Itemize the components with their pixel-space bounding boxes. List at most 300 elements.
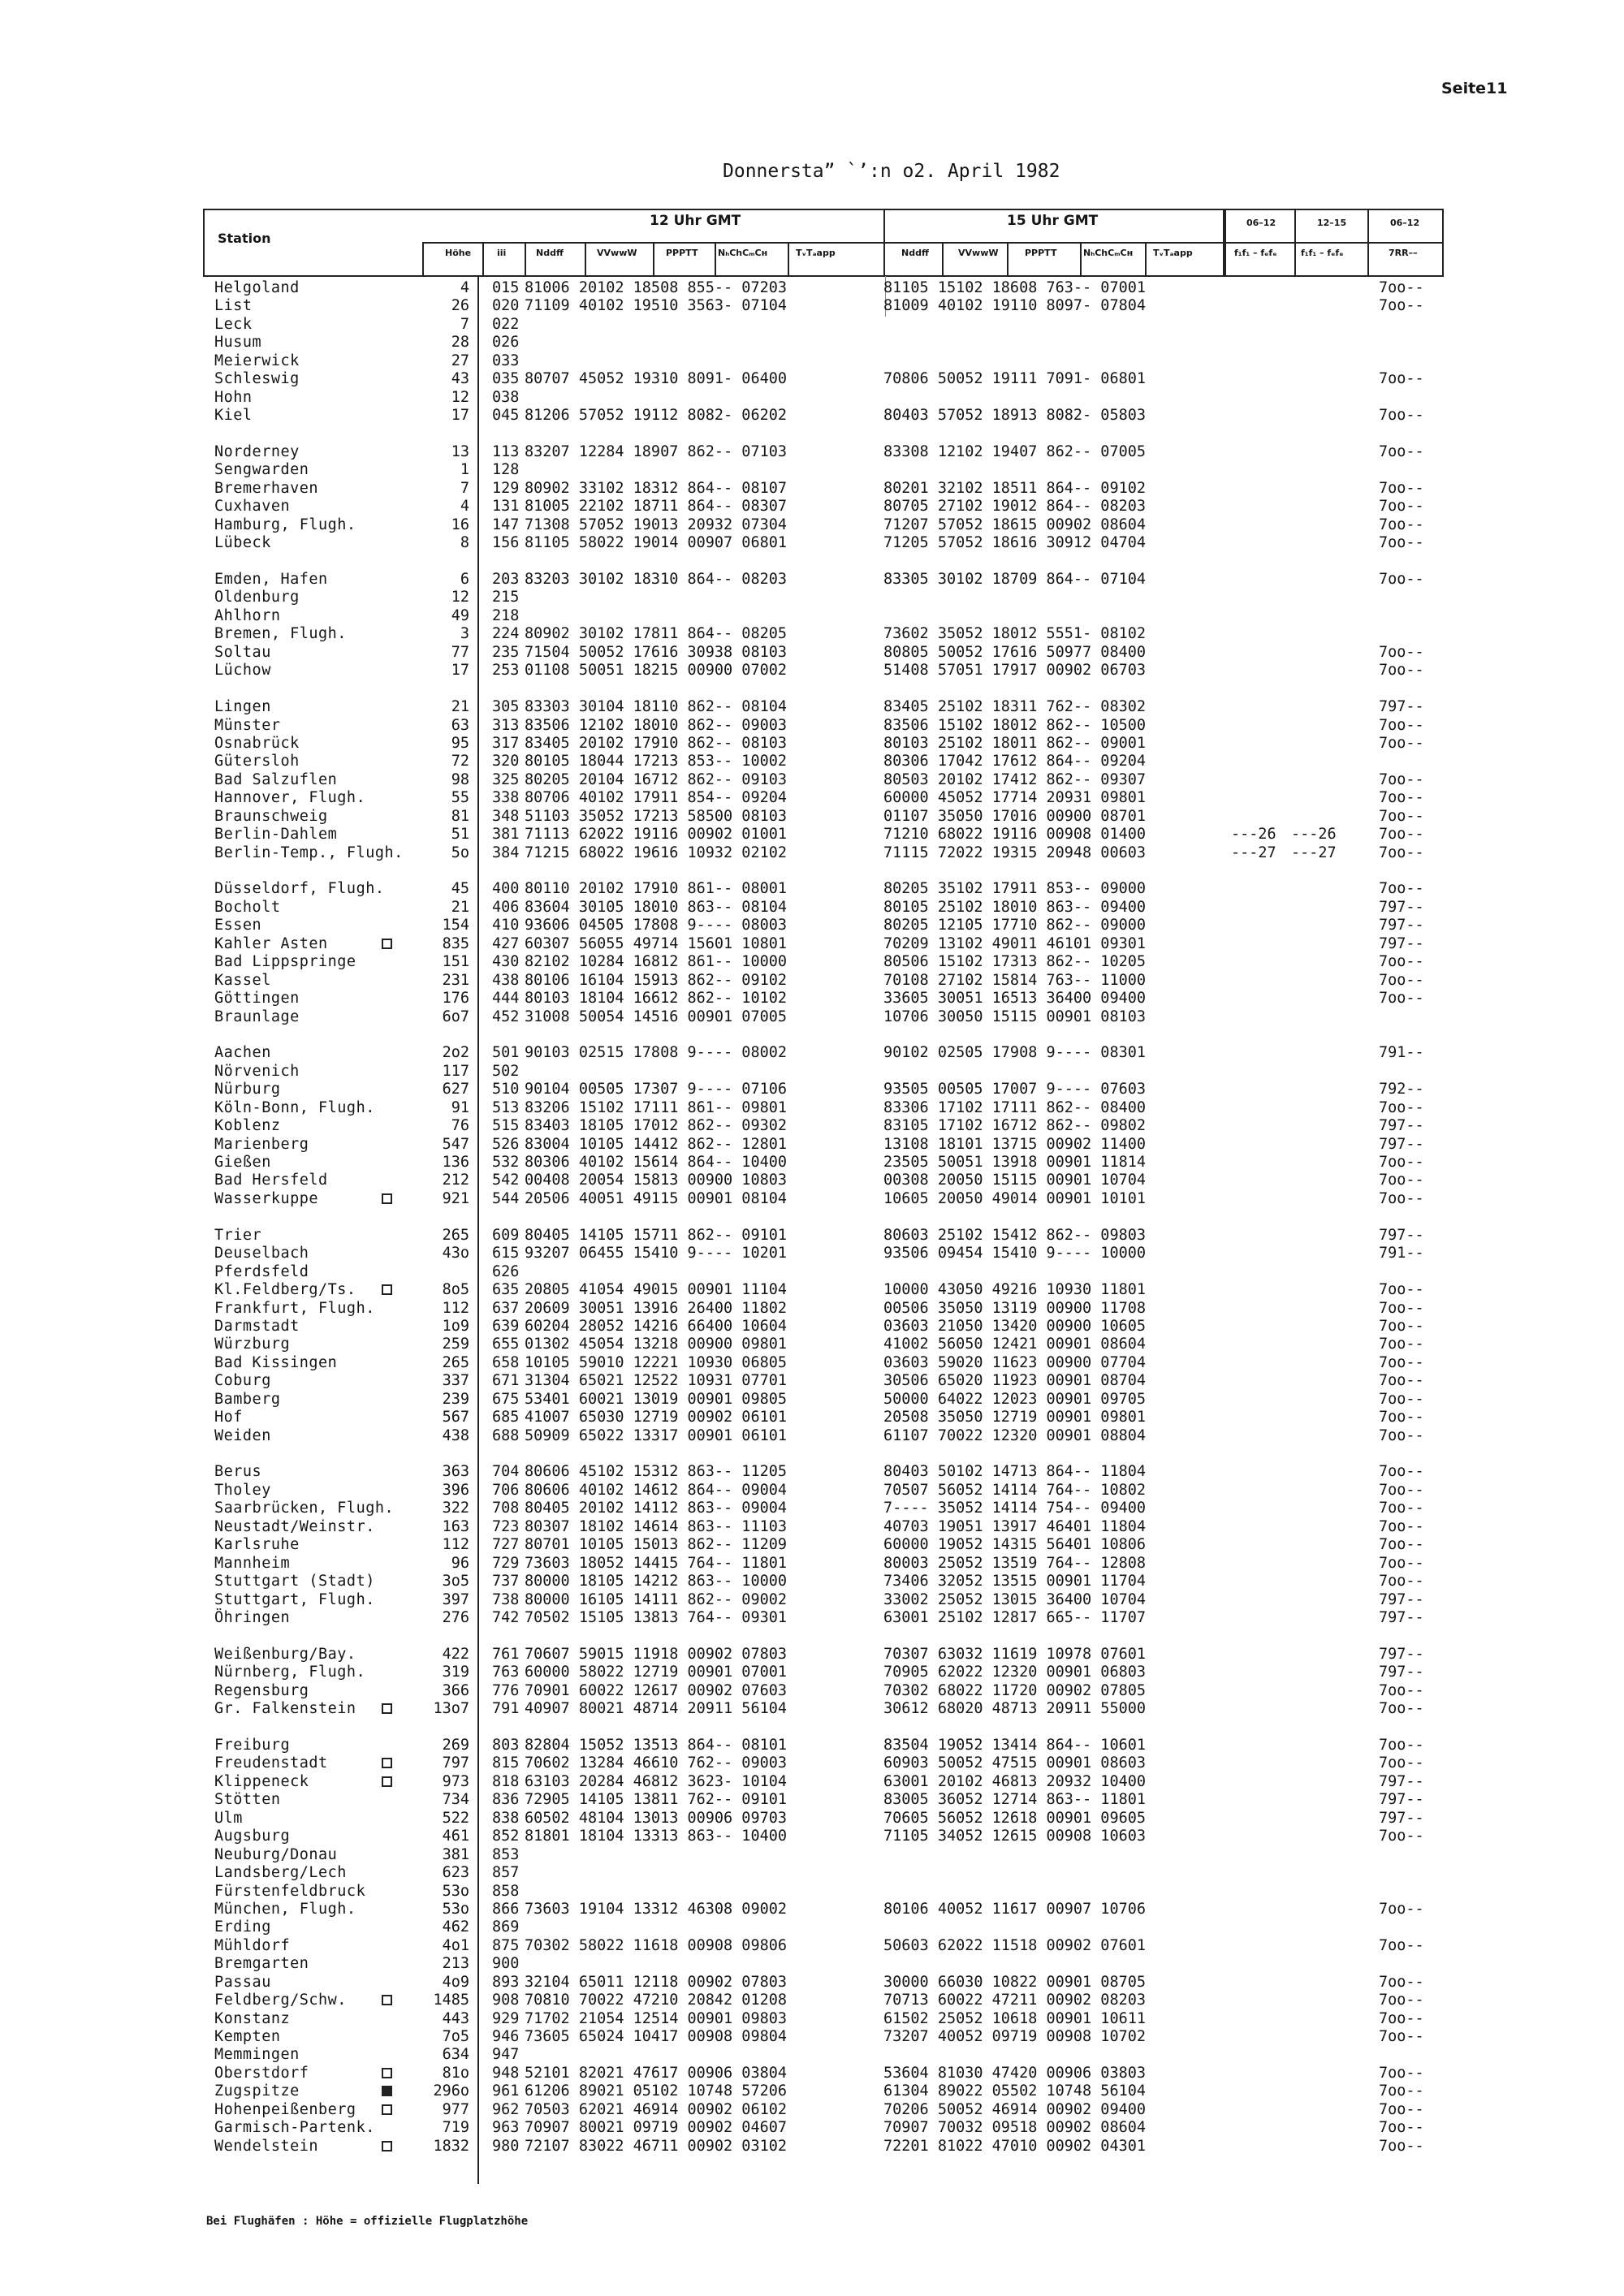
obs-15utc: 61107 70022 12320 00901 08804 bbox=[883, 1426, 1147, 1444]
station-name: Bremerhaven bbox=[214, 479, 319, 497]
extra-rr: 7oo-- bbox=[1379, 2082, 1424, 2100]
station-index: 893 bbox=[492, 1973, 520, 1991]
obs-12utc: 50909 65022 13317 00901 06101 bbox=[525, 1426, 788, 1444]
obs-12utc: 70502 15105 13813 764-- 09301 bbox=[525, 1608, 788, 1626]
station-height: 265 bbox=[442, 1353, 469, 1371]
station-height: 176 bbox=[442, 990, 469, 1008]
table-row bbox=[0, 1227, 1624, 1245]
square-icon bbox=[382, 1193, 392, 1204]
col-header: Nddff bbox=[901, 248, 929, 258]
table-row bbox=[0, 2010, 1624, 2028]
station-name: Lüchow bbox=[214, 662, 271, 680]
table-row bbox=[0, 607, 1624, 625]
obs-12utc: 80405 14105 15711 862-- 09101 bbox=[525, 1226, 788, 1244]
station-height: 438 bbox=[442, 1426, 469, 1444]
station-height: 4o1 bbox=[442, 1936, 469, 1954]
station-index: 544 bbox=[492, 1189, 520, 1207]
extra-rr: 7oo-- bbox=[1379, 407, 1424, 425]
table-row bbox=[0, 1372, 1624, 1390]
station-height: 45 bbox=[451, 880, 469, 898]
station-table bbox=[0, 279, 1624, 2156]
table-row bbox=[0, 407, 1624, 425]
station-height: 28 bbox=[451, 334, 469, 352]
station-name: Weißenburg/Bay. bbox=[214, 1645, 356, 1663]
station-name: Deuselbach bbox=[214, 1245, 309, 1262]
obs-12utc: 70302 58022 11618 00908 09806 bbox=[525, 1936, 788, 1954]
table-row bbox=[0, 698, 1624, 716]
station-index: 128 bbox=[492, 461, 520, 479]
extra-rr: 797-- bbox=[1379, 1664, 1424, 1681]
station-index: 045 bbox=[492, 407, 520, 425]
table-row bbox=[0, 953, 1624, 971]
table-row bbox=[0, 1773, 1624, 1791]
extra-rr: 7oo-- bbox=[1379, 1463, 1424, 1481]
obs-12utc: 63103 20284 46812 3623- 10104 bbox=[525, 1772, 788, 1790]
obs-12utc: 83203 30102 18310 864-- 08203 bbox=[525, 571, 788, 588]
station-name: Kiel bbox=[214, 407, 253, 425]
obs-15utc: 50000 64022 12023 00901 09705 bbox=[883, 1390, 1147, 1408]
extra-rr: 7oo-- bbox=[1379, 643, 1424, 661]
station-height: 98 bbox=[451, 770, 469, 788]
extra-rr: 7oo-- bbox=[1379, 479, 1424, 497]
station-name: Bremgarten bbox=[214, 1955, 309, 1973]
obs-12utc: 70602 13284 46610 762-- 09003 bbox=[525, 1754, 788, 1772]
station-name: Berlin-Dahlem bbox=[214, 826, 338, 844]
extra-rr: 7oo-- bbox=[1379, 2119, 1424, 2137]
obs-15utc: 80201 32102 18511 864-- 09102 bbox=[883, 479, 1147, 497]
table-row bbox=[0, 1536, 1624, 1554]
extra-rr: 7oo-- bbox=[1379, 1317, 1424, 1335]
station-index: 776 bbox=[492, 1681, 520, 1699]
station-height: 16 bbox=[451, 516, 469, 533]
obs-12utc: 81006 20102 18508 855-- 07203 bbox=[525, 279, 788, 296]
extra-rr: 797-- bbox=[1379, 1117, 1424, 1135]
row-spacer bbox=[0, 1026, 1624, 1044]
table-row bbox=[0, 1555, 1624, 1573]
table-row bbox=[0, 589, 1624, 606]
table-row bbox=[0, 1664, 1624, 1681]
station-name: Frankfurt, Flugh. bbox=[214, 1299, 375, 1317]
table-row bbox=[0, 1190, 1624, 1208]
table-row bbox=[0, 571, 1624, 589]
station-height: 154 bbox=[442, 917, 469, 934]
station-index: 430 bbox=[492, 953, 520, 971]
station-index: 729 bbox=[492, 1554, 520, 1572]
extra-rr: 7oo-- bbox=[1379, 2064, 1424, 2082]
extra-rr: 7oo-- bbox=[1379, 1098, 1424, 1116]
obs-12utc: 73603 19104 13312 46308 09002 bbox=[525, 1900, 788, 1918]
station-index: 946 bbox=[492, 2028, 520, 2045]
station-height: 151 bbox=[442, 953, 469, 971]
obs-12utc: 01108 50051 18215 00900 07002 bbox=[525, 662, 788, 680]
station-name: Nürburg bbox=[214, 1081, 281, 1098]
table-row bbox=[0, 316, 1624, 334]
station-name: Marienberg bbox=[214, 1135, 309, 1153]
col-header: VVwwW bbox=[597, 248, 637, 258]
table-row bbox=[0, 279, 1624, 297]
station-index: 639 bbox=[492, 1317, 520, 1335]
obs-12utc: 20805 41054 49015 00901 11104 bbox=[525, 1281, 788, 1299]
obs-12utc: 81801 18104 13313 863-- 10400 bbox=[525, 1828, 788, 1845]
extra-rr: 7oo-- bbox=[1379, 1737, 1424, 1754]
station-index: 852 bbox=[492, 1828, 520, 1845]
table-row bbox=[0, 443, 1624, 461]
obs-15utc: 70713 60022 47211 00902 08203 bbox=[883, 1992, 1147, 2009]
station-name: Kassel bbox=[214, 971, 271, 989]
table-row bbox=[0, 1682, 1624, 1700]
extra-rr: 7oo-- bbox=[1379, 1573, 1424, 1590]
table-row bbox=[0, 1646, 1624, 1664]
station-height: 443 bbox=[442, 2009, 469, 2027]
station-name: Wasserkuppe bbox=[214, 1189, 319, 1207]
station-height: 76 bbox=[451, 1117, 469, 1135]
obs-15utc: 61502 25052 10618 00901 10611 bbox=[883, 2009, 1147, 2027]
col-header: PPPTT bbox=[1025, 248, 1057, 258]
extra-rr: 7oo-- bbox=[1379, 1700, 1424, 1718]
table-row bbox=[0, 1354, 1624, 1372]
table-row bbox=[0, 1573, 1624, 1590]
obs-15utc: 71210 68022 19116 00908 01400 bbox=[883, 826, 1147, 844]
station-height: 53o bbox=[442, 1882, 469, 1900]
station-index: 688 bbox=[492, 1426, 520, 1444]
station-index: 381 bbox=[492, 826, 520, 844]
table-row bbox=[0, 1864, 1624, 1882]
station-height: 7 bbox=[460, 479, 469, 497]
station-height: 3o5 bbox=[442, 1573, 469, 1590]
obs-12utc: 72905 14105 13811 762-- 09101 bbox=[525, 1791, 788, 1809]
obs-15utc: 73602 35052 18012 5551- 08102 bbox=[883, 625, 1147, 643]
table-row bbox=[0, 1409, 1624, 1426]
station-index: 727 bbox=[492, 1536, 520, 1554]
station-name: Oldenburg bbox=[214, 589, 300, 606]
station-index: 026 bbox=[492, 334, 520, 352]
station-name: Norderney bbox=[214, 442, 300, 460]
square-icon bbox=[382, 2068, 392, 2078]
obs-15utc: 72201 81022 47010 00902 04301 bbox=[883, 2137, 1147, 2155]
station-height: 213 bbox=[442, 1955, 469, 1973]
station-index: 305 bbox=[492, 698, 520, 716]
table-row bbox=[0, 1427, 1624, 1445]
extra-rr: 7oo-- bbox=[1379, 1936, 1424, 1954]
extra-rr: 7oo-- bbox=[1379, 370, 1424, 388]
obs-15utc: 30506 65020 11923 00901 08704 bbox=[883, 1372, 1147, 1390]
station-index: 737 bbox=[492, 1573, 520, 1590]
obs-12utc: 80902 33102 18312 864-- 08107 bbox=[525, 479, 788, 497]
range-sub-header: f₁f₁ – fₑfₑ bbox=[1301, 248, 1344, 258]
obs-12utc: 72107 83022 46711 00902 03102 bbox=[525, 2137, 788, 2155]
station-name: Tholey bbox=[214, 1481, 271, 1499]
table-row bbox=[0, 917, 1624, 934]
station-index: 803 bbox=[492, 1737, 520, 1754]
station-index: 156 bbox=[492, 534, 520, 552]
station-index: 113 bbox=[492, 442, 520, 460]
station-index: 857 bbox=[492, 1864, 520, 1882]
station-height: 96 bbox=[451, 1554, 469, 1572]
station-name: Düsseldorf, Flugh. bbox=[214, 880, 385, 898]
obs-15utc: 51408 57051 17917 00902 06703 bbox=[883, 662, 1147, 680]
obs-12utc: 83206 15102 17111 861-- 09801 bbox=[525, 1098, 788, 1116]
extra-rr: 7oo-- bbox=[1379, 1973, 1424, 1991]
page-title: Donnersta” `’:n o2. April 1982 bbox=[723, 161, 1060, 182]
station-index: 858 bbox=[492, 1882, 520, 1900]
station-height: 91 bbox=[451, 1098, 469, 1116]
station-name: Coburg bbox=[214, 1372, 271, 1390]
obs-12utc: 82804 15052 13513 864-- 08101 bbox=[525, 1737, 788, 1754]
obs-12utc: 83506 12102 18010 862-- 09003 bbox=[525, 716, 788, 734]
station-name: Aachen bbox=[214, 1044, 271, 1062]
station-height: 8 bbox=[460, 534, 469, 552]
square-icon bbox=[382, 1776, 392, 1787]
obs-12utc: 32104 65011 12118 00902 07803 bbox=[525, 1973, 788, 1991]
col-header: VVwwW bbox=[958, 248, 999, 258]
obs-12utc: 80902 30102 17811 864-- 08205 bbox=[525, 625, 788, 643]
station-index: 253 bbox=[492, 662, 520, 680]
station-height: 1485 bbox=[433, 1992, 469, 2009]
station-name: Husum bbox=[214, 334, 262, 352]
table-row bbox=[0, 2119, 1624, 2137]
station-height: 835 bbox=[442, 934, 469, 952]
square-icon bbox=[382, 2104, 392, 2115]
station-index: 671 bbox=[492, 1372, 520, 1390]
station-index: 948 bbox=[492, 2064, 520, 2082]
station-index: 313 bbox=[492, 716, 520, 734]
obs-15utc: 13108 18101 13715 00902 11400 bbox=[883, 1135, 1147, 1153]
station-height: 363 bbox=[442, 1463, 469, 1481]
station-index: 742 bbox=[492, 1608, 520, 1626]
obs-12utc: 71215 68022 19616 10932 02102 bbox=[525, 844, 788, 861]
station-height: 17 bbox=[451, 662, 469, 680]
station-height: 51 bbox=[451, 826, 469, 844]
station-index: 706 bbox=[492, 1481, 520, 1499]
station-index: 020 bbox=[492, 297, 520, 315]
table-row bbox=[0, 1500, 1624, 1517]
obs-12utc: 80110 20102 17910 861-- 08001 bbox=[525, 880, 788, 898]
obs-15utc: 83306 17102 17111 862-- 08400 bbox=[883, 1098, 1147, 1116]
station-height: 381 bbox=[442, 1845, 469, 1863]
station-height: 4o9 bbox=[442, 1973, 469, 1991]
station-height: 21 bbox=[451, 898, 469, 916]
station-height: 6 bbox=[460, 571, 469, 588]
station-index: 929 bbox=[492, 2009, 520, 2027]
station-height: 13o7 bbox=[433, 1700, 469, 1718]
station-height: 719 bbox=[442, 2119, 469, 2137]
station-height: 2o2 bbox=[442, 1044, 469, 1062]
station-name: Landsberg/Lech bbox=[214, 1864, 347, 1882]
station-height: 6o7 bbox=[442, 1008, 469, 1025]
row-spacer bbox=[0, 1445, 1624, 1463]
table-row bbox=[0, 826, 1624, 844]
obs-12utc: 00408 20054 15813 00900 10803 bbox=[525, 1172, 788, 1189]
table-row bbox=[0, 808, 1624, 826]
table-row bbox=[0, 480, 1624, 498]
table-row bbox=[0, 1463, 1624, 1481]
station-index: 791 bbox=[492, 1700, 520, 1718]
extra-rr: 7oo-- bbox=[1379, 534, 1424, 552]
station-name: Kempten bbox=[214, 2028, 281, 2045]
station-name: Stötten bbox=[214, 1791, 281, 1809]
obs-12utc: 80306 40102 15614 864-- 10400 bbox=[525, 1154, 788, 1171]
station-index: 609 bbox=[492, 1226, 520, 1244]
station-height: 17 bbox=[451, 407, 469, 425]
station-name: Hannover, Flugh. bbox=[214, 789, 366, 807]
station-name: Helgoland bbox=[214, 279, 300, 296]
table-row bbox=[0, 2028, 1624, 2046]
station-index: 542 bbox=[492, 1172, 520, 1189]
obs-15utc: 71105 34052 12615 00908 10603 bbox=[883, 1828, 1147, 1845]
obs-15utc: 70302 68022 11720 00902 07805 bbox=[883, 1681, 1147, 1699]
station-index: 738 bbox=[492, 1590, 520, 1608]
extra-rr: 7oo-- bbox=[1379, 1189, 1424, 1207]
station-index: 875 bbox=[492, 1936, 520, 1954]
table-row bbox=[0, 1591, 1624, 1609]
extra-rr: 7oo-- bbox=[1379, 807, 1424, 825]
obs-15utc: 61304 89022 05502 10748 56104 bbox=[883, 2082, 1147, 2100]
obs-15utc: 30000 66030 10822 00901 08705 bbox=[883, 1973, 1147, 1991]
station-height: 319 bbox=[442, 1664, 469, 1681]
obs-12utc: 80405 20102 14112 863-- 09004 bbox=[525, 1500, 788, 1517]
table-row bbox=[0, 935, 1624, 953]
obs-15utc: 53604 81030 47420 00906 03803 bbox=[883, 2064, 1147, 2082]
extra-rr: 7oo-- bbox=[1379, 953, 1424, 971]
obs-15utc: 71205 57052 18616 30912 04704 bbox=[883, 534, 1147, 552]
station-height: 1o9 bbox=[442, 1317, 469, 1335]
obs-15utc: 33605 30051 16513 36400 09400 bbox=[883, 990, 1147, 1008]
obs-15utc: 90102 02505 17908 9---- 08301 bbox=[883, 1044, 1147, 1062]
obs-12utc: 81206 57052 19112 8082- 06202 bbox=[525, 407, 788, 425]
table-row bbox=[0, 1901, 1624, 1918]
table-row bbox=[0, 1828, 1624, 1845]
station-index: 501 bbox=[492, 1044, 520, 1062]
station-height: 5o bbox=[451, 844, 469, 861]
obs-12utc: 52101 82021 47617 00906 03804 bbox=[525, 2064, 788, 2082]
station-height: 21 bbox=[451, 698, 469, 716]
extra-rr: 797-- bbox=[1379, 1226, 1424, 1244]
obs-12utc: 71113 62022 19116 00902 01001 bbox=[525, 826, 788, 844]
station-height: 322 bbox=[442, 1500, 469, 1517]
obs-12utc: 80606 45102 15312 863-- 11205 bbox=[525, 1463, 788, 1481]
extra-rr: 7oo-- bbox=[1379, 279, 1424, 296]
table-row bbox=[0, 1245, 1624, 1262]
station-name: Saarbrücken, Flugh. bbox=[214, 1500, 395, 1517]
station-height: 265 bbox=[442, 1226, 469, 1244]
station-index: 224 bbox=[492, 625, 520, 643]
extra-rr: 797-- bbox=[1379, 1590, 1424, 1608]
station-name: Freiburg bbox=[214, 1737, 291, 1754]
station-index: 963 bbox=[492, 2119, 520, 2137]
table-row bbox=[0, 771, 1624, 789]
station-height: 1832 bbox=[433, 2137, 469, 2155]
obs-12utc: 01302 45054 13218 00900 09801 bbox=[525, 1336, 788, 1353]
station-index: 317 bbox=[492, 734, 520, 752]
station-name: Hof bbox=[214, 1409, 243, 1426]
table-row bbox=[0, 461, 1624, 479]
station-index: 685 bbox=[492, 1409, 520, 1426]
obs-15utc: 93505 00505 17007 9---- 07603 bbox=[883, 1081, 1147, 1098]
station-height: 55 bbox=[451, 789, 469, 807]
row-spacer bbox=[0, 862, 1624, 880]
obs-15utc: 7---- 35052 14114 754-- 09400 bbox=[883, 1500, 1147, 1517]
table-row bbox=[0, 1754, 1624, 1772]
table-row bbox=[0, 990, 1624, 1008]
obs-12utc: 53401 60021 13019 00901 09805 bbox=[525, 1390, 788, 1408]
station-name: Soltau bbox=[214, 643, 271, 661]
station-index: 962 bbox=[492, 2100, 520, 2118]
station-height: 8o5 bbox=[442, 1281, 469, 1299]
table-row bbox=[0, 1318, 1624, 1336]
station-height: 396 bbox=[442, 1481, 469, 1499]
extra-rr: 7oo-- bbox=[1379, 1336, 1424, 1353]
extra-rr: 7oo-- bbox=[1379, 826, 1424, 844]
station-name: Koblenz bbox=[214, 1117, 281, 1135]
obs-15utc: 80205 35102 17911 853-- 09000 bbox=[883, 880, 1147, 898]
obs-12utc: 31304 65021 12522 10931 07701 bbox=[525, 1372, 788, 1390]
station-height: 4 bbox=[460, 279, 469, 296]
station-name: Neuburg/Donau bbox=[214, 1845, 338, 1863]
station-name: Zugspitze bbox=[214, 2082, 300, 2100]
obs-12utc: 80103 18104 16612 862-- 10102 bbox=[525, 990, 788, 1008]
station-name: List bbox=[214, 297, 253, 315]
col-header: NₕChCₘCʜ bbox=[718, 248, 768, 258]
obs-15utc: 10706 30050 15115 00901 08103 bbox=[883, 1008, 1147, 1025]
station-name: Cuxhaven bbox=[214, 498, 291, 516]
station-height: 634 bbox=[442, 2046, 469, 2064]
station-name: Regensburg bbox=[214, 1681, 309, 1699]
extra-rr: 7oo-- bbox=[1379, 1554, 1424, 1572]
col-header: PPPTT bbox=[666, 248, 698, 258]
station-height: 12 bbox=[451, 388, 469, 406]
obs-15utc: 83105 17102 16712 862-- 09802 bbox=[883, 1117, 1147, 1135]
station-index: 708 bbox=[492, 1500, 520, 1517]
extra-rr: 7oo-- bbox=[1379, 1992, 1424, 2009]
extra-rr: 792-- bbox=[1379, 1081, 1424, 1098]
table-row bbox=[0, 1391, 1624, 1409]
station-height: 921 bbox=[442, 1189, 469, 1207]
table-row bbox=[0, 1099, 1624, 1117]
obs-15utc: 83305 30102 18709 864-- 07104 bbox=[883, 571, 1147, 588]
row-spacer bbox=[0, 553, 1624, 571]
obs-12utc: 80105 18044 17213 853-- 10002 bbox=[525, 753, 788, 770]
obs-15utc: 80403 50102 14713 864-- 11804 bbox=[883, 1463, 1147, 1481]
obs-12utc: 80606 40102 14612 864-- 09004 bbox=[525, 1481, 788, 1499]
obs-15utc: 80603 25102 15412 862-- 09803 bbox=[883, 1226, 1147, 1244]
obs-15utc: 70605 56052 12618 00901 09605 bbox=[883, 1809, 1147, 1827]
station-height: 13 bbox=[451, 442, 469, 460]
station-index: 218 bbox=[492, 606, 520, 624]
station-height: 269 bbox=[442, 1737, 469, 1754]
station-height: 95 bbox=[451, 734, 469, 752]
station-name: Wendelstein bbox=[214, 2137, 319, 2155]
station-index: 129 bbox=[492, 479, 520, 497]
station-height: 547 bbox=[442, 1135, 469, 1153]
station-name: Klippeneck bbox=[214, 1772, 309, 1790]
table-row bbox=[0, 1791, 1624, 1809]
square-icon bbox=[382, 1284, 392, 1295]
extra-rr: 7oo-- bbox=[1379, 990, 1424, 1008]
station-name: München, Flugh. bbox=[214, 1900, 356, 1918]
station-height: 461 bbox=[442, 1828, 469, 1845]
obs-12utc: 80707 45052 19310 8091- 06400 bbox=[525, 370, 788, 388]
range-sub-header: f₁f₁ – fₑfₑ bbox=[1234, 248, 1277, 258]
station-name: Würzburg bbox=[214, 1336, 291, 1353]
station-height: 26 bbox=[451, 297, 469, 315]
table-row bbox=[0, 899, 1624, 917]
obs-12utc: 70607 59015 11918 00902 07803 bbox=[525, 1645, 788, 1663]
station-height: 462 bbox=[442, 1918, 469, 1936]
table-row bbox=[0, 498, 1624, 516]
station-height: 72 bbox=[451, 753, 469, 770]
obs-15utc: 81105 15102 18608 763-- 07001 bbox=[883, 279, 1147, 296]
extra-rr: 7oo-- bbox=[1379, 297, 1424, 315]
